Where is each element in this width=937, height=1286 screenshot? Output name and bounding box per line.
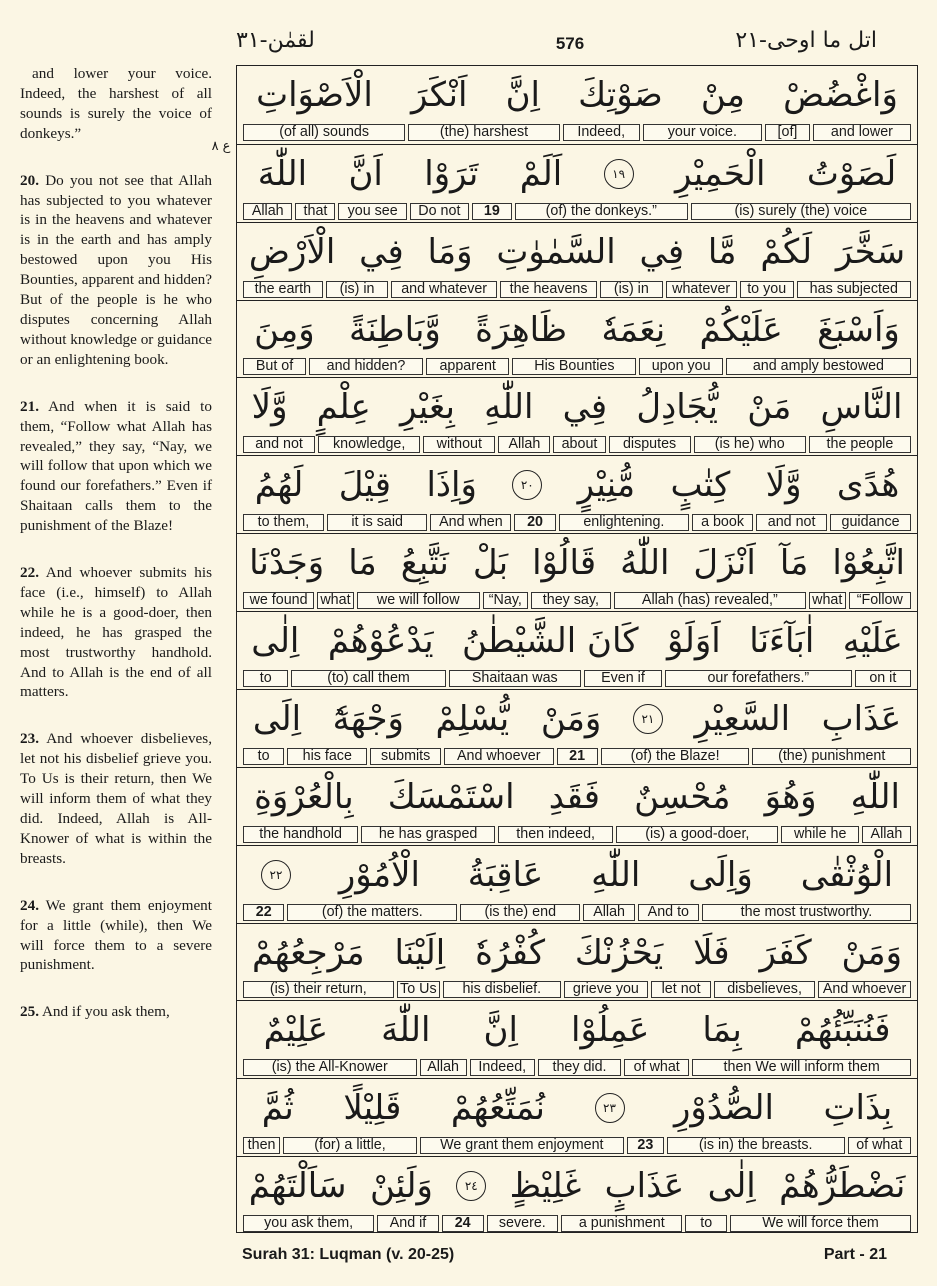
- arabic-word: اِلٰى: [251, 621, 300, 662]
- arabic-word: اِلَى: [252, 698, 302, 739]
- translation-column: [20, 64, 212, 1049]
- translation-paragraph: [20, 397, 212, 536]
- translation-text: And when it is said to them, “Follow what Allah has revealed,” they say, “Nay, we will follow that upon which we found our forefathers.” Even if Shaitaan calls them to the punishment of the Blaze!: [20, 397, 212, 535]
- translation-text: and lower your voice. Indeed, the harshest of all sounds is surely the voice of donkeys.”: [20, 65, 212, 142]
- arabic-word: نِعَمَهٗ: [601, 309, 666, 350]
- translation-cells: [243, 1215, 911, 1232]
- arabic-word: قَلِيْلًا: [343, 1088, 402, 1129]
- ayah-end-marker: ٢١: [633, 704, 663, 734]
- translation-cells: [243, 981, 911, 998]
- arabic-word: اتَّبِعُوْا: [832, 543, 905, 584]
- arabic-word: عَاقِبَةُ: [467, 854, 544, 895]
- word-meaning-cell: disputes: [609, 436, 691, 453]
- translation-cells: [243, 670, 911, 687]
- arabic-word: ثُمَّ: [261, 1088, 294, 1129]
- word-meaning-cell: (is) in: [326, 281, 389, 298]
- arabic-word: قِيْلَ: [338, 465, 392, 506]
- arabic-line: [237, 301, 917, 359]
- arabic-word: وَّلَا: [765, 465, 802, 506]
- footer-part: Part - 21: [823, 1246, 887, 1263]
- verse-number-cell: 22: [243, 904, 284, 921]
- arabic-word: مَا: [348, 543, 377, 584]
- arabic-word: الْحَمِيْرِ: [675, 153, 766, 194]
- word-meaning-cell: it is said: [327, 514, 428, 531]
- arabic-word: اِنَّ: [483, 1010, 518, 1051]
- word-meaning-cell: about: [553, 436, 605, 453]
- translation-text: And whoever submits his face (i.e., himself) to Allah while he is a good-doer, then indeed, he has grasped the most trustworthy handhold. And to Allah is the end of all matters.: [20, 564, 212, 701]
- ayah-row: [237, 144, 917, 223]
- word-meaning-cell: (of) the Blaze!: [601, 748, 750, 765]
- word-meaning-cell: disbelieves,: [714, 981, 815, 998]
- word-meaning-cell: Allah: [243, 203, 292, 220]
- translation-cells: [243, 1059, 911, 1076]
- word-meaning-cell: we will follow: [357, 592, 480, 609]
- arabic-word: لَهُمُ: [254, 465, 304, 506]
- translation-cells: [243, 203, 911, 220]
- arabic-word: صَوْتِكَ: [578, 75, 663, 115]
- arabic-word: وَّلَا: [251, 387, 288, 428]
- word-meaning-cell: your voice.: [643, 124, 763, 141]
- arabic-word: فِي: [359, 231, 404, 272]
- arabic-word: بِمَا: [702, 1010, 742, 1051]
- word-meaning-cell: of what: [848, 1137, 911, 1154]
- word-meaning-cell: and amply bestowed: [726, 358, 911, 375]
- word-meaning-cell: the earth: [243, 281, 323, 298]
- word-meaning-cell: (is the) end: [460, 904, 580, 921]
- arabic-word: يُّسْلِمْ: [435, 698, 510, 739]
- word-meaning-cell: Shaitaan was: [449, 670, 581, 687]
- arabic-line: [237, 145, 917, 203]
- arabic-word: اللّٰهِ: [850, 776, 900, 817]
- word-meaning-cell: and whatever: [391, 281, 497, 298]
- ayah-row: [237, 66, 917, 144]
- word-meaning-cell: enlightening.: [559, 514, 689, 531]
- arabic-word: اَلَمْ: [519, 153, 563, 194]
- surah-header-arabic: لقمٰن-٣١: [236, 28, 315, 53]
- word-meaning-cell: guidance: [830, 514, 911, 531]
- word-meaning-cell: the most trustworthy.: [702, 904, 911, 921]
- word-meaning-cell: severe.: [487, 1215, 559, 1232]
- translation-paragraph: [20, 171, 212, 370]
- word-meaning-cell: then We will inform them: [692, 1059, 911, 1076]
- word-meaning-cell: and not: [243, 436, 315, 453]
- ayah-row: [237, 455, 917, 534]
- footer-surah-info: Surah 31: Luqman (v. 20-25): [242, 1246, 455, 1263]
- arabic-line: [237, 1001, 917, 1059]
- word-meaning-cell: Indeed,: [563, 124, 640, 141]
- translation-cells: [243, 436, 911, 453]
- translation-paragraph: [20, 64, 212, 144]
- arabic-word: فَنُنَبِّئُهُمْ: [794, 1010, 891, 1051]
- arabic-word: عَلِيْمٌ: [263, 1010, 329, 1051]
- arabic-word: اَوَلَوْ: [666, 621, 721, 662]
- arabic-line: [237, 456, 917, 514]
- ayah-row: [237, 611, 917, 690]
- arabic-word: اللّٰهَ: [381, 1010, 431, 1051]
- translation-cells: [243, 1137, 911, 1154]
- word-meaning-cell: they did.: [538, 1059, 621, 1076]
- verse-number: 20.: [20, 171, 39, 189]
- word-meaning-cell: (is) a good-doer,: [616, 826, 778, 843]
- arabic-word: فِي: [562, 387, 608, 428]
- ayah-row: [237, 222, 917, 301]
- word-meaning-cell: the heavens: [500, 281, 597, 298]
- ayah-row: [237, 767, 917, 846]
- word-meaning-cell: Allah: [862, 826, 911, 843]
- arabic-word: بِالْعُرْوَةِ: [254, 776, 354, 817]
- arabic-word: السَّعِيْرِ: [694, 698, 791, 739]
- word-meaning-cell: (of) the donkeys.”: [515, 203, 688, 220]
- arabic-word: عِلْمٍ: [316, 387, 371, 428]
- translation-cells: [243, 748, 911, 765]
- word-meaning-cell: [of]: [765, 124, 810, 141]
- ayah-row: [237, 1000, 917, 1079]
- word-meaning-cell: has subjected: [797, 281, 911, 298]
- arabic-word: النَّاسِ: [820, 387, 903, 428]
- word-meaning-cell: And whoever: [444, 748, 554, 765]
- arabic-word: الْاَصْوَاتِ: [256, 75, 373, 115]
- verse-number: 23.: [20, 730, 39, 748]
- ayah-row: [237, 1078, 917, 1157]
- word-meaning-cell: to you: [740, 281, 794, 298]
- word-meaning-cell: then indeed,: [498, 826, 613, 843]
- arabic-word: اِلٰى: [707, 1166, 756, 1207]
- word-meaning-cell: knowledge,: [318, 436, 420, 453]
- word-meaning-cell: and not: [756, 514, 827, 531]
- translation-text: And if you ask them,: [41, 1003, 170, 1021]
- arabic-word: سَخَّرَ: [835, 231, 906, 272]
- word-meaning-cell: Even if: [584, 670, 662, 687]
- word-meaning-cell: Allah: [420, 1059, 467, 1076]
- arabic-word: مُّنِيْرٍ: [577, 465, 636, 506]
- word-meaning-cell: “Nay,: [483, 592, 528, 609]
- word-meaning-cell: (is) surely (the) voice: [691, 203, 911, 220]
- word-meaning-cell: Allah (has) revealed,”: [614, 592, 806, 609]
- arabic-word: بِغَيْرِ: [400, 387, 455, 428]
- word-meaning-cell: you see: [338, 203, 406, 220]
- word-meaning-cell: grieve you: [564, 981, 649, 998]
- word-meaning-cell: (of all) sounds: [243, 124, 405, 141]
- arabic-word: يُّجَادِلُ: [636, 387, 718, 428]
- word-meaning-cell: he has grasped: [361, 826, 495, 843]
- arabic-word: كُفْرُهٗ: [475, 932, 546, 973]
- arabic-line: [237, 534, 917, 592]
- arabic-word: نُمَتِّعُهُمْ: [450, 1088, 545, 1129]
- word-meaning-cell: (to) call them: [291, 670, 445, 687]
- arabic-word: وَمَا: [427, 231, 473, 272]
- arabic-word: عَلَيْهِ: [842, 621, 903, 662]
- word-meaning-cell: (of) the matters.: [287, 904, 457, 921]
- arabic-line: [237, 690, 917, 748]
- arabic-word: قَالُوْا: [532, 543, 597, 584]
- arabic-word: الْاُمُوْرِ: [338, 854, 420, 895]
- ayah-end-marker: ٢٢: [261, 860, 291, 890]
- arabic-word: فَقَدِ: [548, 776, 601, 817]
- verse-number: 25.: [20, 1003, 39, 1021]
- arabic-word: عَمِلُوْا: [571, 1010, 650, 1051]
- word-meaning-cell: of what: [624, 1059, 689, 1076]
- arabic-word: فِي: [639, 231, 685, 272]
- arabic-word: يَدْعُوْهُمْ: [327, 621, 434, 662]
- verse-number-cell: 24: [442, 1215, 484, 1232]
- ayah-row: [237, 689, 917, 768]
- word-meaning-cell: a punishment: [561, 1215, 682, 1232]
- page-number: 576: [555, 34, 585, 53]
- ayah-end-marker: ١٩: [604, 159, 634, 189]
- word-meaning-cell: Do not: [410, 203, 469, 220]
- word-meaning-cell: a book: [692, 514, 753, 531]
- word-meaning-cell: But of: [243, 358, 306, 375]
- arabic-word: وَلَئِنْ: [369, 1166, 433, 1207]
- translation-text: And whoever disbelieves, let not his disbelief grieve you. To Us is their return, then We will inform them of what they did. Indeed, Allah is All-Knower of what is within the breasts.: [20, 730, 212, 867]
- arabic-word: وَاغْضُضْ: [783, 75, 898, 115]
- translation-cells: [243, 826, 911, 843]
- ayah-end-marker: ٢٤: [456, 1171, 486, 1201]
- word-meaning-cell: let not: [651, 981, 711, 998]
- word-meaning-cell: Allah: [498, 436, 550, 453]
- ayah-end-marker: ٢٣: [595, 1093, 625, 1123]
- word-meaning-cell: We will force them: [730, 1215, 911, 1232]
- arabic-word: كِتٰبٍ: [670, 465, 731, 506]
- word-meaning-cell: without: [423, 436, 495, 453]
- juz-header-arabic: اتل ما اوحی-٢١: [735, 28, 877, 53]
- arabic-word: اللّٰهُ: [620, 543, 670, 584]
- word-by-word-grid: [236, 65, 918, 1233]
- ayah-row: [237, 923, 917, 1002]
- word-meaning-cell: And to: [638, 904, 699, 921]
- word-meaning-cell: his disbelief.: [443, 981, 561, 998]
- word-meaning-cell: And if: [377, 1215, 439, 1232]
- arabic-line: [237, 924, 917, 982]
- arabic-word: وَاَسْبَغَ: [817, 309, 900, 350]
- arabic-word: اَنْكَرَ: [410, 75, 468, 115]
- ayah-row: [237, 533, 917, 612]
- arabic-line: [237, 846, 917, 904]
- arabic-word: وَجْهَهٗٓ: [332, 698, 404, 739]
- arabic-word: اِلَيْنَا: [394, 932, 446, 973]
- arabic-word: اسْتَمْسَكَ: [387, 776, 515, 817]
- arabic-word: مَآ: [779, 543, 809, 584]
- word-meaning-cell: while he: [781, 826, 858, 843]
- word-meaning-cell: to: [685, 1215, 727, 1232]
- arabic-word: وَمَنْ: [540, 698, 602, 739]
- word-meaning-cell: the people: [809, 436, 911, 453]
- arabic-word: وَمِنَ: [254, 309, 315, 350]
- word-meaning-cell: that: [295, 203, 335, 220]
- arabic-word: الْوُثْقٰى: [800, 854, 894, 895]
- arabic-word: نَضْطَرُّهُمْ: [779, 1166, 906, 1207]
- arabic-word: اللّٰهِ: [484, 387, 534, 428]
- verse-number: 21.: [20, 397, 39, 415]
- verse-number-cell: 23: [627, 1137, 664, 1154]
- arabic-word: ظَاهِرَةً: [475, 309, 568, 350]
- arabic-word: وَهُوَ: [764, 776, 817, 817]
- translation-text: Do you not see that Allah has subjected to you whatever is in the heavens and whatever is in the earth and has amply bestowed upon you His Bounties, apparent and hidden? But of the people is he who disputes concerning Allah without knowledge or guidance or an enlightening book.: [20, 171, 212, 368]
- word-meaning-cell: (is he) who: [694, 436, 806, 453]
- arabic-word: مِنْ: [700, 75, 745, 115]
- word-meaning-cell: To Us: [397, 981, 440, 998]
- arabic-word: السَّمٰوٰتِ: [496, 231, 616, 272]
- word-meaning-cell: (the) harshest: [408, 124, 560, 141]
- translation-cells: [243, 592, 911, 609]
- word-meaning-cell: And when: [430, 514, 511, 531]
- word-meaning-cell: His Bounties: [512, 358, 636, 375]
- arabic-word: اللّٰهِ: [591, 854, 641, 895]
- arabic-word: الْاَرْضِ: [248, 231, 336, 272]
- arabic-line: [237, 1079, 917, 1137]
- arabic-word: لَصَوْتُ: [806, 153, 897, 194]
- arabic-word: اَنَّ: [348, 153, 383, 194]
- arabic-word: اِنَّ: [505, 75, 540, 115]
- arabic-word: نَتَّبِعُ: [400, 543, 449, 584]
- word-meaning-cell: his face: [287, 748, 367, 765]
- translation-cells: [243, 514, 911, 531]
- word-meaning-cell: (the) punishment: [752, 748, 911, 765]
- word-meaning-cell: (is) their return,: [243, 981, 394, 998]
- arabic-word: عَذَابِ: [821, 698, 902, 739]
- arabic-word: وَاِذَا: [426, 465, 477, 506]
- verse-number-cell: 20: [514, 514, 555, 531]
- arabic-word: وَاِلَى: [688, 854, 753, 895]
- word-meaning-cell: submits: [370, 748, 441, 765]
- arabic-word: وَّبَاطِنَةً: [349, 309, 441, 350]
- word-meaning-cell: and hidden?: [309, 358, 423, 375]
- word-meaning-cell: (is) in: [600, 281, 663, 298]
- arabic-line: [237, 223, 917, 281]
- word-meaning-cell: we found: [243, 592, 314, 609]
- translation-cells: [243, 358, 911, 375]
- arabic-word: بَلْ: [472, 543, 509, 584]
- arabic-line: [237, 378, 917, 436]
- arabic-word: سَاَلْتَهُمْ: [248, 1166, 347, 1207]
- arabic-word: تَرَوْا: [424, 153, 479, 194]
- arabic-word: اَنْزَلَ: [693, 543, 756, 584]
- ayah-row: [237, 845, 917, 924]
- arabic-word: مُحْسِنٌ: [634, 776, 731, 817]
- word-meaning-cell: to: [243, 748, 284, 765]
- word-meaning-cell: on it: [855, 670, 911, 687]
- word-meaning-cell: And whoever: [818, 981, 911, 998]
- translation-cells: [243, 904, 911, 921]
- translation-text: We grant them enjoyment for a little (while), then We will force them to a severe punishment.: [20, 896, 212, 974]
- word-meaning-cell: they say,: [531, 592, 611, 609]
- translation-paragraph: [20, 729, 212, 868]
- arabic-word: اٰبَآءَنَا: [749, 621, 815, 662]
- word-meaning-cell: apparent: [426, 358, 509, 375]
- ayah-end-marker: ٢٠: [512, 470, 542, 500]
- arabic-word: غَلِيْظٍ: [509, 1166, 582, 1207]
- arabic-word: يَحْزُنْكَ: [574, 932, 664, 973]
- translation-paragraph: [20, 896, 212, 976]
- word-meaning-cell: you ask them,: [243, 1215, 374, 1232]
- word-meaning-cell: what: [809, 592, 846, 609]
- word-meaning-cell: (is in) the breasts.: [667, 1137, 845, 1154]
- arabic-word: عَلَيْكُمْ: [699, 309, 783, 350]
- arabic-line: [237, 1157, 917, 1215]
- ruku-marker: ع ٨: [211, 139, 231, 154]
- arabic-word: مَّا: [707, 231, 737, 272]
- translation-cells: [243, 124, 911, 141]
- translation-cells: [243, 281, 911, 298]
- verse-number-cell: 19: [472, 203, 512, 220]
- arabic-word: اللّٰهَ: [257, 153, 308, 194]
- word-meaning-cell: Indeed,: [470, 1059, 535, 1076]
- ayah-row: [237, 1156, 917, 1235]
- ayah-row: [237, 377, 917, 456]
- verse-number: 22.: [20, 564, 39, 582]
- word-meaning-cell: then: [243, 1137, 280, 1154]
- arabic-word: عَذَابٍ: [604, 1166, 685, 1207]
- word-meaning-cell: (is) the All-Knower: [243, 1059, 417, 1076]
- word-meaning-cell: Allah: [583, 904, 634, 921]
- translation-paragraph: [20, 563, 212, 702]
- arabic-word: وَجَدْنَا: [249, 543, 325, 584]
- word-meaning-cell: (for) a little,: [283, 1137, 417, 1154]
- arabic-word: بِذَاتِ: [823, 1088, 893, 1129]
- word-meaning-cell: whatever: [666, 281, 737, 298]
- word-meaning-cell: “Follow: [849, 592, 912, 609]
- arabic-word: فَلَا: [693, 932, 730, 973]
- ayah-row: [237, 300, 917, 379]
- word-meaning-cell: to: [243, 670, 288, 687]
- arabic-line: [237, 612, 917, 670]
- arabic-word: لَكُمْ: [760, 231, 813, 272]
- word-meaning-cell: our forefathers.”: [665, 670, 852, 687]
- arabic-word: الصُّدُوْرِ: [674, 1088, 774, 1129]
- arabic-line: [237, 66, 917, 124]
- word-meaning-cell: upon you: [639, 358, 722, 375]
- word-meaning-cell: what: [317, 592, 354, 609]
- verse-number: 24.: [20, 896, 39, 914]
- arabic-word: مَرْجِعُهُمْ: [251, 932, 365, 973]
- arabic-word: كَانَ الشَّيْطٰنُ: [462, 621, 639, 662]
- word-meaning-cell: We grant them enjoyment: [420, 1137, 624, 1154]
- verse-number-cell: 21: [557, 748, 598, 765]
- arabic-word: مَنْ: [747, 387, 792, 428]
- word-meaning-cell: and lower: [813, 124, 911, 141]
- translation-paragraph: [20, 1002, 212, 1022]
- arabic-word: كَفَرَ: [759, 932, 812, 973]
- word-meaning-cell: to them,: [243, 514, 324, 531]
- arabic-word: وَمَنْ: [841, 932, 903, 973]
- word-meaning-cell: the handhold: [243, 826, 358, 843]
- arabic-word: هُدًى: [836, 465, 900, 506]
- arabic-line: [237, 768, 917, 826]
